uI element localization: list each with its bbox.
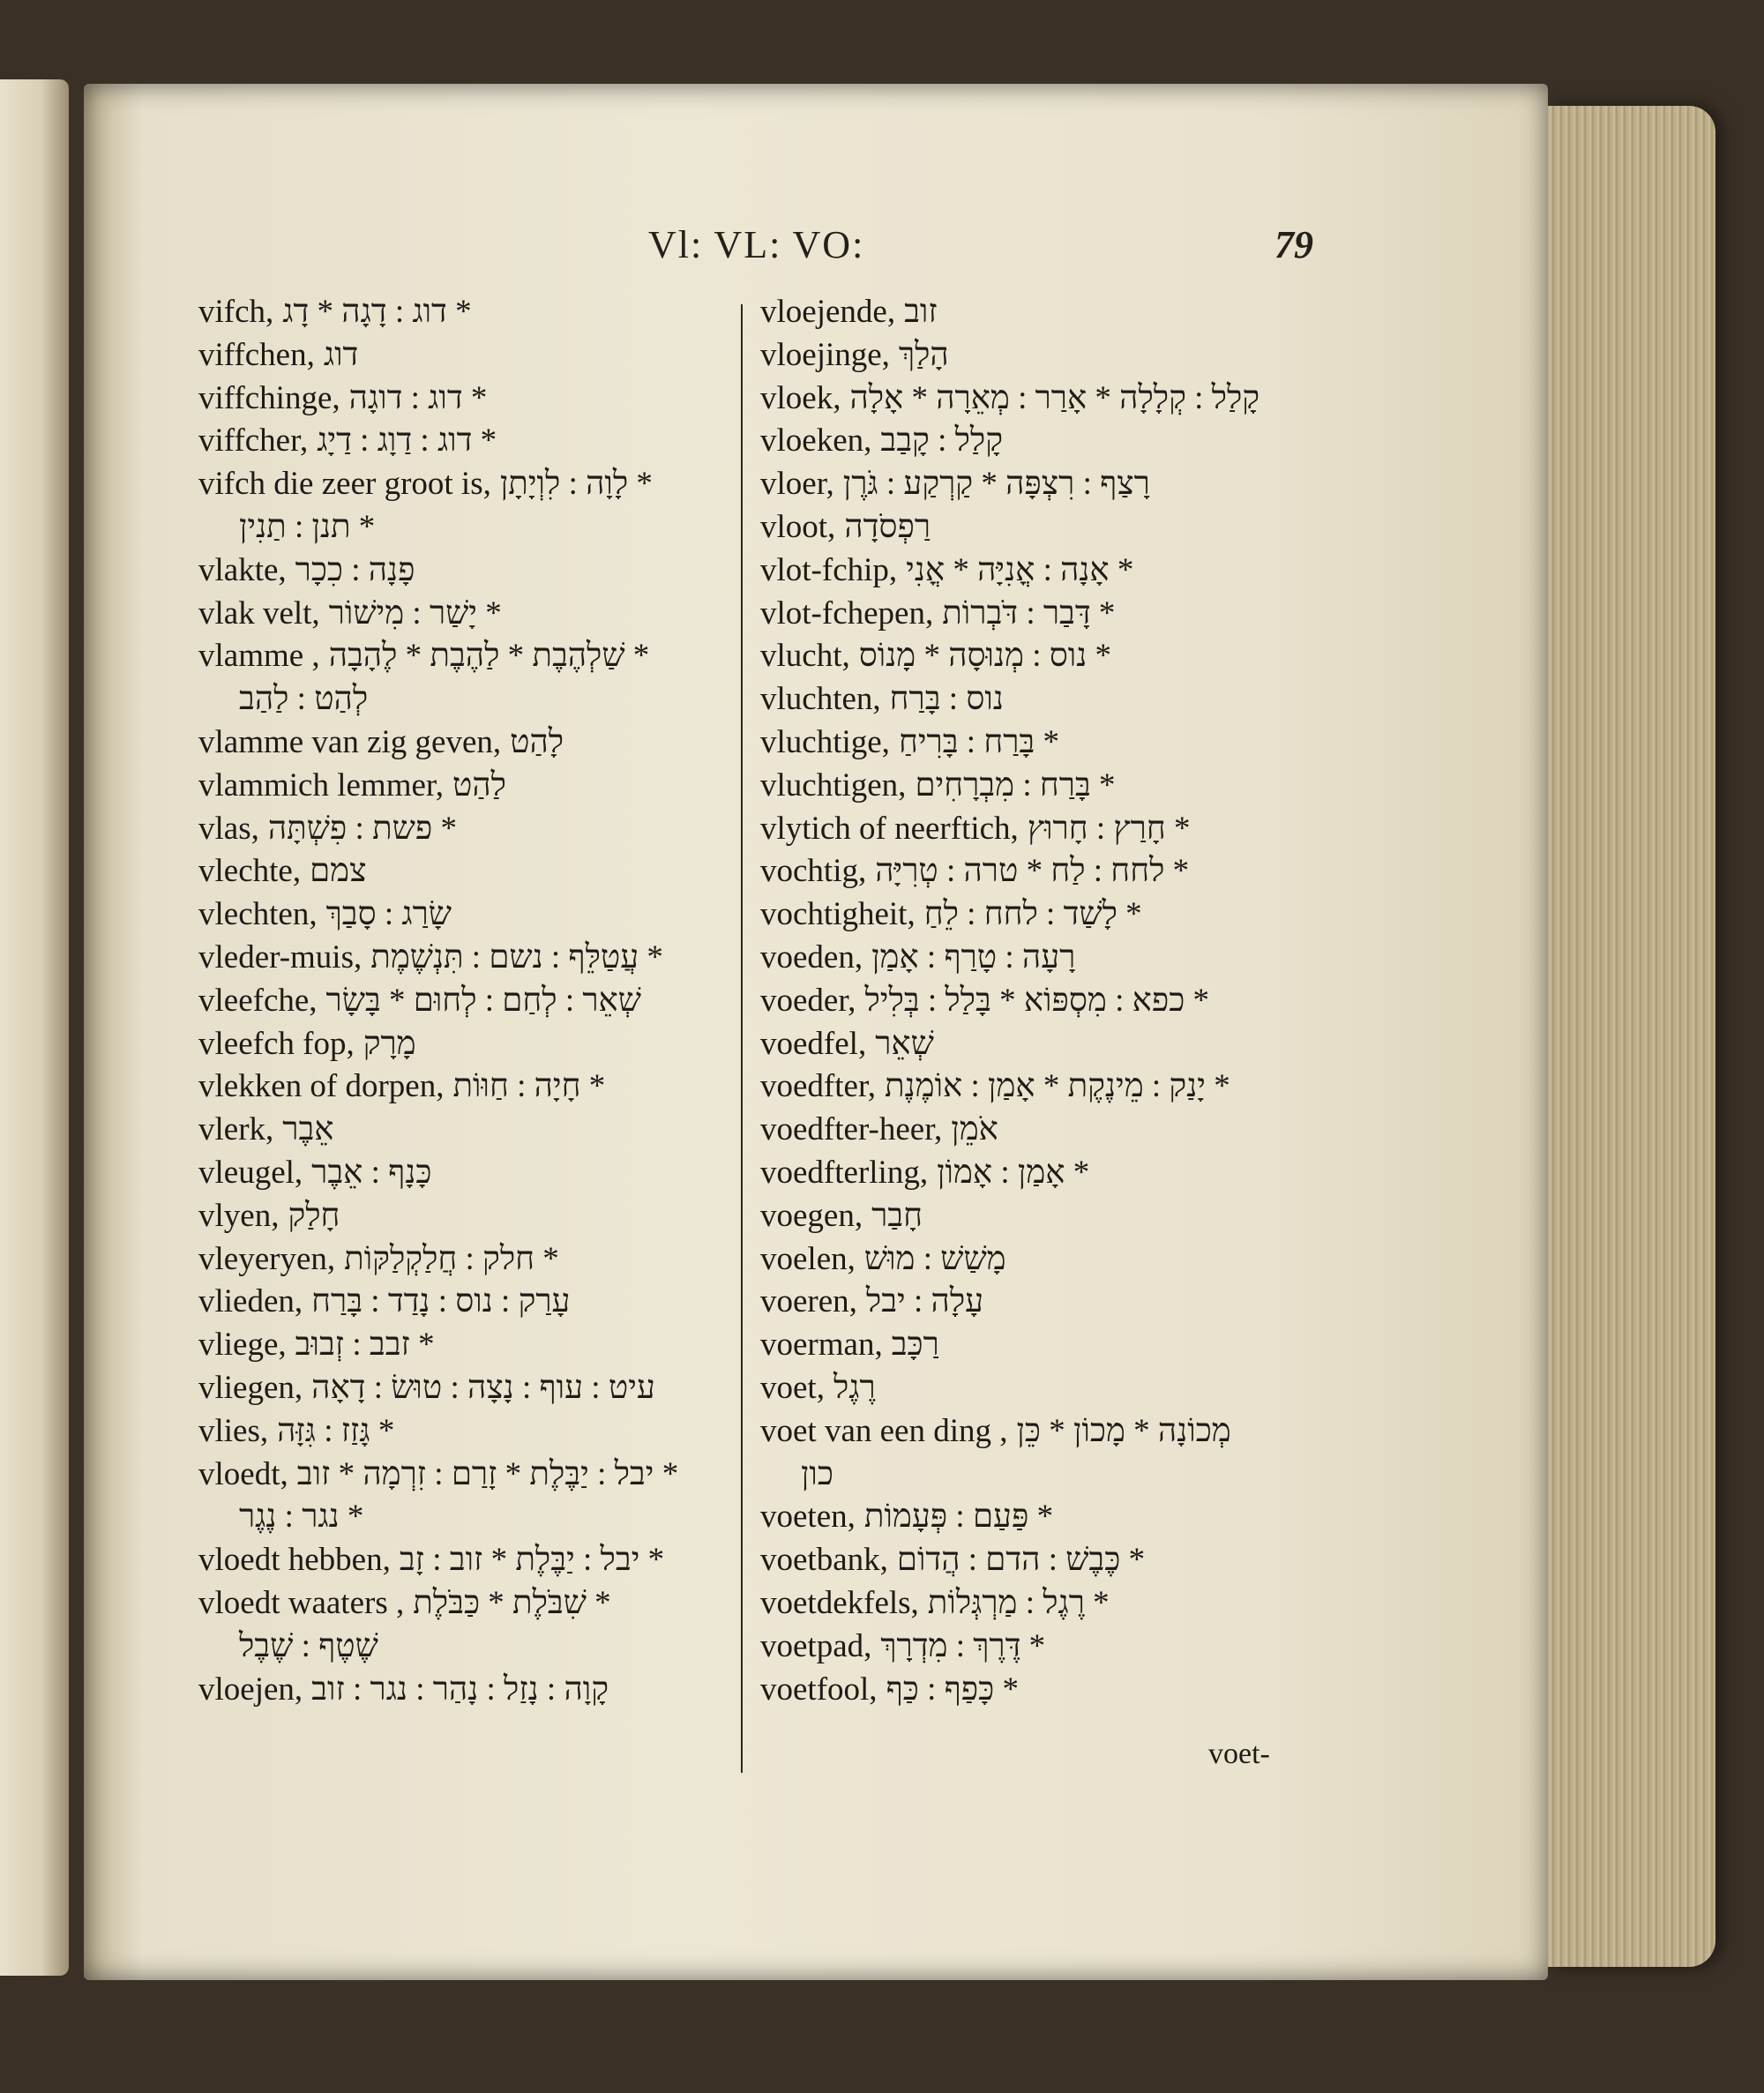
dutch-headword: voetbank, [760,1542,888,1579]
hebrew-translation: * לחח : לַח * טרה : טְרִיָּה [875,853,1190,890]
hebrew-translation: * אָמַן : אָמוֹן [937,1154,1090,1191]
hebrew-translation: אֵבֶר [282,1111,334,1148]
hebrew-translation: * כפא : מִסְפּוֹא * בָּלַל : בְּלִיל [864,982,1210,1019]
dutch-headword: vloedt waaters , [198,1584,405,1621]
dictionary-entry [198,765,750,808]
hebrew-translation: לְהַט : לַהַב [239,681,369,718]
hebrew-translation: כָּנָף : אֵבֶר [311,1154,432,1191]
dutch-headword: vluchten, [760,681,881,718]
dutch-headword: vliege, [198,1327,287,1364]
dictionary-entry [760,506,1334,549]
hebrew-translation: * פשת : פִשְׁתָּה [267,810,457,847]
hebrew-translation: * חָרַץ : חָרוּץ [1027,810,1191,847]
hebrew-translation: * עֲטַלֵּף : נשם : תִּנְשֶׁמֶת [370,938,663,975]
hebrew-translation: * פַּעַם : פְּעָמוֹת [863,1499,1054,1536]
dictionary-entry [760,850,1334,893]
page-number: 79 [1274,223,1313,266]
dutch-headword: vlekken of dorpen, [198,1068,445,1105]
hebrew-translation: לָהַט [510,723,564,760]
hebrew-translation: * חלק : חֲלַקְלַקּוֹת [344,1240,559,1277]
previous-page-edge [0,79,69,1976]
hebrew-translation: * דוג : דָגָה * דָג [282,294,472,330]
hebrew-translation: מָרָק [363,1025,416,1062]
hebrew-translation: רֶגֶל [833,1369,876,1406]
dictionary-entry [198,1454,750,1497]
dutch-headword: voedfterling, [760,1154,929,1191]
dutch-headword: vloer, [760,466,834,503]
dutch-headword: vleder-muis, [198,938,363,975]
hebrew-translation: * נוס : מְנוּסָה * מָנוֹס [858,638,1112,675]
hebrew-translation: נוס : בָּרַח [889,681,1004,718]
dutch-headword: vloejinge, [760,336,890,373]
dictionary-entry [760,420,1334,463]
hebrew-translation: * שַׁלְהֶבֶת * לַהֶבֶת * לֶהָבָה [328,638,650,675]
dictionary-entry [760,1496,1334,1539]
dutch-headword: viffchen, [198,336,315,373]
dictionary-entry [198,334,750,377]
dutch-headword: voeren, [760,1283,857,1320]
hebrew-translation: שְׁאֵר [875,1025,934,1062]
dutch-headword: vluchtige, [760,723,890,760]
dutch-headword: vlamme , [198,638,320,675]
dutch-headword: viffcher, [198,422,309,460]
hebrew-translation: שֶׁטֶף : שֶׁבֶל [239,1627,378,1664]
dictionary-entry [198,1152,750,1195]
hebrew-translation: * כֶּבֶשׁ : הדם : הֲדוֹם [896,1542,1146,1579]
dutch-headword: vlytich of neerftich, [760,810,1019,847]
dutch-headword: vloeken, [760,422,872,460]
dictionary-entry [198,808,750,851]
hebrew-translation: חָבַר [871,1197,923,1234]
dictionary-entry [760,549,1334,593]
hebrew-translation: * תנן : תַנִין [239,508,376,545]
dictionary-entry [198,635,750,678]
dutch-headword: voedfter, [760,1068,877,1105]
dictionary-entry [198,463,750,506]
page-block-edges [1548,106,1715,1967]
hebrew-translation: עיט : עוף : נָצָה : טוּשׂ : דָאָה [311,1369,655,1406]
dutch-headword: vlerk, [198,1111,274,1148]
dutch-headword: voedfel, [760,1025,867,1062]
hebrew-translation: זוב [904,294,938,330]
dutch-headword: viffchinge, [198,379,340,416]
dictionary-entry [198,893,750,937]
dutch-headword: vleyeryen, [198,1240,336,1277]
hebrew-translation: * כָּפַף : כַּף [886,1671,1019,1708]
dictionary-entry [198,1669,750,1712]
dictionary-entry [760,1539,1334,1582]
hebrew-translation: * רֶגֶל : מַרְגְּלוֹת [927,1584,1110,1621]
dictionary-entry [198,1626,750,1669]
right-column [760,291,1334,1711]
dutch-headword: vlechte, [198,853,302,890]
dutch-headword: vlies, [198,1412,269,1449]
hebrew-translation: * שִׁבֹּלֶת * כַּבֹּלֶת [413,1584,611,1621]
dictionary-entry [198,1324,750,1367]
dutch-headword: vlas, [198,810,259,847]
dictionary-entry [198,980,750,1023]
dictionary-entry [198,1195,750,1238]
hebrew-translation: מָשַׁשׁ : מוּשׁ [863,1240,1006,1277]
hebrew-translation: * יָשַׁר : מִישׁוֹר [328,594,502,632]
hebrew-translation: חָלַק [288,1197,340,1234]
dictionary-entry [198,1410,750,1454]
dutch-headword: vlyen, [198,1197,280,1234]
dictionary-entry [760,678,1334,721]
dutch-headword: vleefche, [198,982,318,1019]
dictionary-entry [198,549,750,593]
dutch-headword: vlucht, [760,638,850,675]
dictionary-entry [198,1109,750,1152]
hebrew-translation: * זבב : זְבוּב [295,1327,435,1364]
dutch-headword: vloedt hebben, [198,1542,391,1579]
dictionary-entry [198,1238,750,1282]
dictionary-entry [760,1023,1334,1066]
dictionary-entry [760,377,1334,421]
dictionary-entry [760,1065,1334,1109]
hebrew-translation: * בָּרַח : בָּרִיחַ [898,723,1059,760]
dictionary-entry [198,1539,750,1582]
dutch-headword: vleefch fop, [198,1025,355,1062]
dutch-headword: vliegen, [198,1369,303,1406]
hebrew-translation: רַכָּב [891,1327,939,1364]
hebrew-translation: אֹמֵן [951,1111,998,1148]
dutch-headword: vleugel, [198,1154,303,1191]
hebrew-translation: רָצַף : רִצְפָּה * קַרְקַע : גֹּרֶן [842,466,1150,503]
hebrew-translation: הָלַךְ [898,336,949,373]
dictionary-entry [760,1367,1334,1410]
hebrew-translation: שָׂרַג : סָבַךְ [325,896,452,933]
dictionary-entry [198,1496,750,1539]
dutch-headword: vlamme van zig geven, [198,723,502,760]
dictionary-entry [760,765,1334,808]
dictionary-entry [760,334,1334,377]
hebrew-translation: קָלַל : קְלָלָה * אָרַר : מְאֵרָה * אָלָה [849,379,1260,416]
hebrew-translation: רַפְסֹדָה [844,508,931,545]
dutch-headword: vlot-fchepen, [760,594,934,632]
dutch-headword: vlot-fchip, [760,551,898,588]
dictionary-entry [198,377,750,421]
dictionary-entry [760,1410,1334,1454]
column-divider [741,304,743,1773]
dictionary-entry [760,593,1334,636]
dictionary-entry [760,1324,1334,1367]
dictionary-entry [198,291,750,334]
dutch-headword: vlieden, [198,1283,303,1320]
hebrew-translation: פָנָה : כִכָר [295,551,415,588]
dutch-headword: voetfool, [760,1671,878,1708]
dictionary-entry [198,1065,750,1109]
hebrew-translation: * דוג : דוגָה [348,379,488,416]
dutch-headword: vlakte, [198,551,287,588]
dictionary-entry [760,1454,1334,1497]
dutch-headword: vlechten, [198,896,318,933]
dutch-headword: voegen, [760,1197,863,1234]
dictionary-entry [760,1669,1334,1712]
dutch-headword: voedfter-heer, [760,1111,943,1148]
dictionary-entry [760,937,1334,980]
left-column [198,291,750,1711]
dictionary-entry [760,463,1334,506]
dictionary-entry [760,808,1334,851]
dictionary-entry [198,420,750,463]
dutch-headword: voeder, [760,982,856,1019]
dutch-headword: voerman, [760,1327,883,1364]
hebrew-translation: קָלַל : קָבַב [880,422,1004,460]
hebrew-translation: * יבל : יַבֶּלֶת * זָרַם : זִרְמָה * זוב [296,1455,679,1492]
dictionary-entry [198,937,750,980]
hebrew-translation: * דֶּרֶךְ : מִדְרָךְ [880,1627,1046,1664]
hebrew-translation: לַהַט [452,766,506,804]
dictionary-entry [760,1626,1334,1669]
dutch-headword: vloedt, [198,1455,288,1492]
dictionary-entry [760,1582,1334,1626]
hebrew-translation: דוג [323,336,359,373]
dictionary-entry [198,1582,750,1626]
dutch-headword: vloejende, [760,294,896,330]
hebrew-translation: * אָנָה : אֳנִיָּה * אֳנִי [906,551,1134,588]
hebrew-translation: צמם [310,853,367,890]
hebrew-translation: קָוָה : נָזַל : נָהַר : נגר : זוב [311,1671,609,1708]
dictionary-entry [760,721,1334,765]
hebrew-translation: * לָוָה : לִוְיָתָן [499,466,653,503]
dictionary-entry [198,850,750,893]
dictionary-entry [198,1023,750,1066]
hebrew-translation: * דוג : דַוָג : דַיָג [317,422,497,460]
hebrew-translation: * חָיָה : חַוּוֹת [452,1068,606,1105]
catchword: voet- [1208,1738,1270,1770]
hebrew-translation: * לָשַׁד : לחח : לֵחַ [923,896,1142,933]
dictionary-entry [760,635,1334,678]
hebrew-translation: * דָּבַר : דֹּבְרוֹת [942,594,1116,632]
hebrew-translation: שְׁאֵר : לְחַם : לְחוּם * בָּשָׂר [325,982,641,1019]
hebrew-translation: מְכוֹנָה * מָכוֹן * כֵּן [1016,1412,1231,1449]
dictionary-entry [760,1109,1334,1152]
hebrew-translation: כון [801,1455,833,1492]
dutch-headword: vluchtigen, [760,766,907,804]
hebrew-translation: עָרַק : נוס : נָדַד : בָּרַח [311,1283,571,1320]
hebrew-translation: * גָּזַז : גִּזָּה [277,1412,395,1449]
dictionary-entry [198,1281,750,1324]
hebrew-translation: עָלָה : יבל [865,1283,984,1320]
dutch-headword: vifch die zeer groot is, [198,466,491,503]
hebrew-translation: * יָנַק : מֵינֶקֶת * אָמַן : אוֹמֶנֶת [885,1068,1230,1105]
dictionary-entry [760,1152,1334,1195]
dictionary-entry [198,721,750,765]
dutch-headword: vochtigheit, [760,896,916,933]
dictionary-entry [760,291,1334,334]
dictionary-entry [760,893,1334,937]
dictionary-entry [760,1238,1334,1282]
dutch-headword: vifch, [198,294,274,330]
dutch-headword: vochtig, [760,853,867,890]
dictionary-entry [198,593,750,636]
running-head: Vl: VL: VO: [648,223,865,266]
dutch-headword: voeten, [760,1499,856,1536]
dutch-headword: vlammich lemmer, [198,766,444,804]
dutch-headword: vloejen, [198,1671,303,1708]
dictionary-entry [198,678,750,721]
dictionary-entry [760,1281,1334,1324]
dutch-headword: voeden, [760,938,863,975]
hebrew-translation: רָעָה : טָרַף : אָמַן [871,938,1076,975]
dutch-headword: voet van een ding , [760,1412,1008,1449]
dutch-headword: voetpad, [760,1627,872,1664]
dictionary-entry [198,1367,750,1410]
dictionary-entry [198,506,750,549]
dutch-headword: vloek, [760,379,841,416]
dutch-headword: vlak velt, [198,594,320,632]
hebrew-translation: * יבל : יַבֶּלֶת * זוב : זָב [399,1542,665,1579]
dutch-headword: voetdekfels, [760,1584,919,1621]
hebrew-translation: * בָּרַח : מִבְרָחִים [915,766,1116,804]
dutch-headword: voelen, [760,1240,856,1277]
dictionary-entry [760,980,1334,1023]
hebrew-translation: * נגר : נֶגֶר [239,1499,364,1536]
dictionary-entry [760,1195,1334,1238]
dutch-headword: vloot, [760,508,836,545]
dutch-headword: voet, [760,1369,825,1406]
